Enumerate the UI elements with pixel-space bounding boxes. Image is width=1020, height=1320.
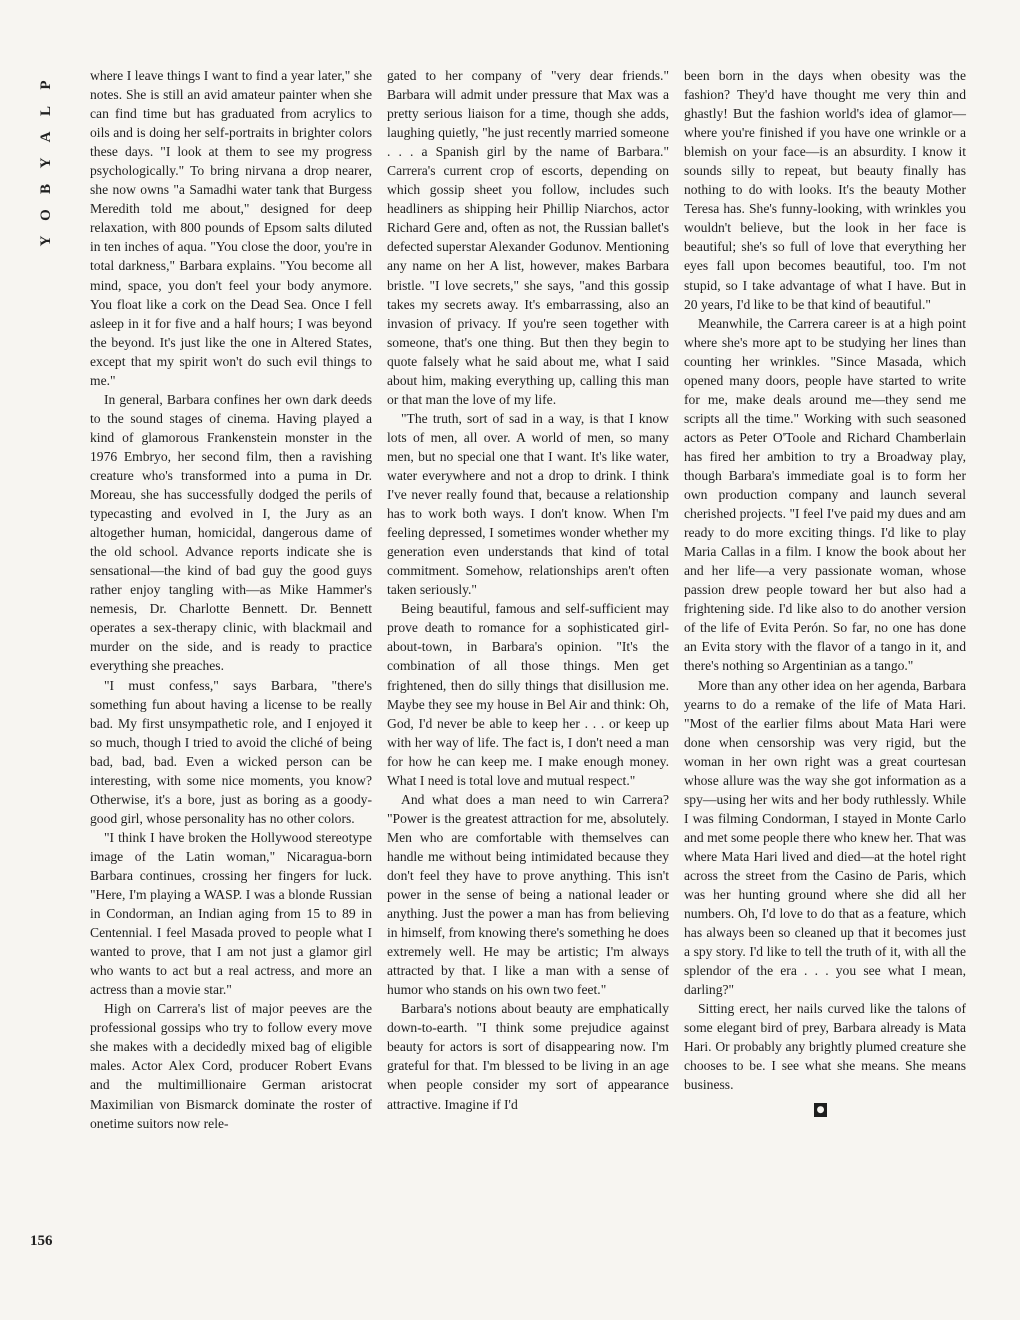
article-column-1 [90, 66, 372, 1133]
paragraph: High on Carrera's list of major peeves are the professional gossips who try to follow every move she makes with a decidedly mixed bag of eligible males. Actor Alex Cord, producer Robert Evans and the multimillionaire German aristocrat Maximilian von Bismarck dominate the roster of onetime suitors now rele- [90, 1001, 372, 1131]
magazine-name-vertical [33, 72, 59, 254]
side-letter: A [38, 131, 54, 143]
paragraph: Meanwhile, the Carrera career is at a high point where she's more apt to be studying her lines than counting her wrinkles. "Since Masada, which opened many doors, people have started to write for me, make deals around me—they send me scripts all the time." Working with such seasoned actors as Peter O'Toole and Richard Chamberlain has fired her ambition to try a Broadway play, though Barbara's immediate goal is to form her own production company and launch several cherished projects. "I feel I've paid my dues and am ready to do more exciting things. I'd like to play Maria Callas in a film. I know the book about her and her life—a very passionate woman, whose passion drew people toward her but also had a frightening side. I'd like also to do another version of the life of Evita Perón. So far, no one has done an Evita story with the flavor of a tango in it, and there's nothing so Argentinian as a tango." [684, 315, 966, 674]
side-letter: B [38, 184, 54, 195]
page-number: 156 [30, 1233, 53, 1249]
paragraph: Being beautiful, famous and self-sufficient may prove death to romance for a sophisticated girl-about-town, in Barbara's opinion. "It's the combination of all those things. Men get frightened, then do silly things that disillusion me. Maybe they see my house in Bel Air and think: Oh, God, I'd never be able to keep her . . . or keep up with her way of life. The fact is, I don't need a man for how he can keep me. I make enough money. What I need is total love and mutual respect." [387, 601, 669, 788]
paragraph: Barbara's notions about beauty are emphatically down-to-earth. "I think some prejudice against beauty for actors is sort of disappearing now. I'm grateful for that. I'm blessed to be living in an age when people consider my sort of appearance attractive. Imagine if I'd [387, 1001, 669, 1112]
bunny-end-icon: ● [684, 1095, 966, 1117]
side-letter: Y [38, 157, 54, 169]
paragraph: "I must confess," says Barbara, "there's something fun about having a license to be really bad. My first unsympathetic role, and I enjoyed it so much, though I tried to avoid the cliché of being bad, bad, bad. Even a wicked person can be interesting, with some nice moments, you know? Otherwise, it's a bore, just as boring as a goody-good girl, whose personality has no other colors. [90, 677, 372, 826]
article-column-2 [387, 66, 669, 1114]
paragraph: been born in the days when obesity was the fashion? They'd have thought me very thin and ghastly! But the fashion world's idea of glamor—where you're finished if you have one wrinkle or a blemish on your face—is an absurdity. I know it sounds silly to repeat, but beauty finally has nothing to do with looks. It's the beauty Mother Teresa has. She's funny-looking, with wrinkles you wouldn't believe, but the look in her face is beautiful; she's so full of love that everything her eyes fall upon becomes beautiful, too. I'm not stupid, so I take advantage of what I have. But in 20 years, I'd like to be that kind of beautiful." [684, 68, 966, 312]
paragraph: gated to her company of "very dear friends." Barbara will admit under pressure that Max was a pretty serious liaison for a time, though she adds, laughing quietly, "he just recently married someone . . . a Spanish girl by the name of Barbara." Carrera's current crop of escorts, depending on which gossip sheet you follow, includes such headliners as shipping heir Phillip Niarchos, actor Richard Gere and, often as not, the Russian ballet's defected superstar Alexander Godunov. Mentioning any name on her A list, however, makes Barbara bristle. "I love secrets," she says, "and this gossip takes my secrets away. It's embarrassing, also an invasion of privacy. If you're seen together with someone, that's one thing. But then they begin to quote falsely what he said about me, what I said about him, making everything up, calling this man or that man the love of my life. [387, 68, 669, 407]
paragraph: "I think I have broken the Hollywood stereotype image of the Latin woman," Nicaragua-born Barbara continues, crossing her fingers for luck. "Here, I'm playing a WASP. I was a blonde Russian in Condorman, an Indian aging from 15 to 89 in Centennial. I feel Masada proved to people what I wanted to prove, that I am not just a glamor girl who wants to act but a real actress, and more an actress than a movie star." [90, 829, 372, 998]
article-column-3 [684, 66, 966, 1117]
side-letter: L [38, 106, 54, 117]
paragraph: "The truth, sort of sad in a way, is that I know lots of men, all over. A world of men, so many men, but no special one that I want. It's like water, water everywhere and not a drop to drink. I think I've never really found that, because a relationship has to work both ways. I don't know. When I'm feeling depressed, I sometimes wonder whether my generation even understands that kind of total commitment. Somehow, relationships aren't often taken seriously." [387, 410, 669, 598]
paragraph: In general, Barbara confines her own dark deeds to the sound stages of cinema. Having played a kind of glamorous Frankenstein monster in the 1976 Embryo, her second film, then a ravishing creature who's transformed into a puma in Dr. Moreau, she has successfully dodged the perils of typecasting and evolved in I, the Jury as an altogether human, homicidal, dangerous dame of the old school. Advance reports indicate she is sensational—the kind of bad guy the good guys rather enjoy tangling with—as Mike Hammer's nemesis, Dr. Charlotte Bennett. Dr. Bennett operates a sex-therapy clinic, with blackmail and murder on the side, and is ready to practice everything she preaches. [90, 391, 372, 674]
paragraph: More than any other idea on her agenda, Barbara yearns to do a remake of the life of Mata Hari. "Most of the earlier films about Mata Hari were done when censorship was very rigid, but the woman in her own right was a great courtesan whose allure was the way she got information as a spy—using her wits and her body ruthlessly. While I was filming Condorman, I stayed in Monte Carlo and met some people there who knew her. That was where Mata Hari lived and died—at the hotel right across the street from the Casino de Paris, which was her hunting ground where she did all her numbers. Oh, I'd love to do that as a feature, which has always been so cleaned up that it becomes just a spy story. I'd like to tell the truth of it, with all the splendor of the era . . . you see what I mean, darling?" [684, 677, 966, 998]
paragraph: Sitting erect, her nails curved like the talons of some elegant bird of prey, Barbara already is Mata Hari. Or probably any brightly plumed creature she chooses to be. I see what she means. She means business. [684, 1001, 966, 1093]
side-letter: P [38, 80, 54, 90]
paragraph: And what does a man need to win Carrera? "Power is the greatest attraction for me, absolutely. Men who are comfortable with themselves can handle me without being intimidated because they don't feel they have to prove anything. This isn't power in the sense of being a national leader or anything. Just the power a man has from believing in himself, from knowing there's something he does extremely well. He may be artistic; I'm always attracted by that. I like a man with a sense of humor who stands on his own two feet." [387, 791, 669, 998]
side-letter: O [38, 209, 54, 221]
side-letter: Y [38, 235, 54, 247]
paragraph: where I leave things I want to find a year later," she notes. She is still an avid amateur painter when she can find time but has graduated from acrylics to oils and is doing her self-portraits in brighter colors these days. "I look at them to see my progress psychologically." To bring nirvana a drop nearer, she now owns "a Samadhi water tank that Burgess Meredith told me about," designed for deep relaxation, with 800 pounds of Epsom salts diluted in ten inches of aqua. "You close the door, you're in total darkness," Barbara explains. "You become all mind, space, you don't feel your body anymore. You float like a cork on the Dead Sea. Once I fell asleep in it for five and a half hours; I was beyond the beyond. It's just like the one in Altered States, except that my spirit won't do such evil things to me." [90, 68, 372, 388]
